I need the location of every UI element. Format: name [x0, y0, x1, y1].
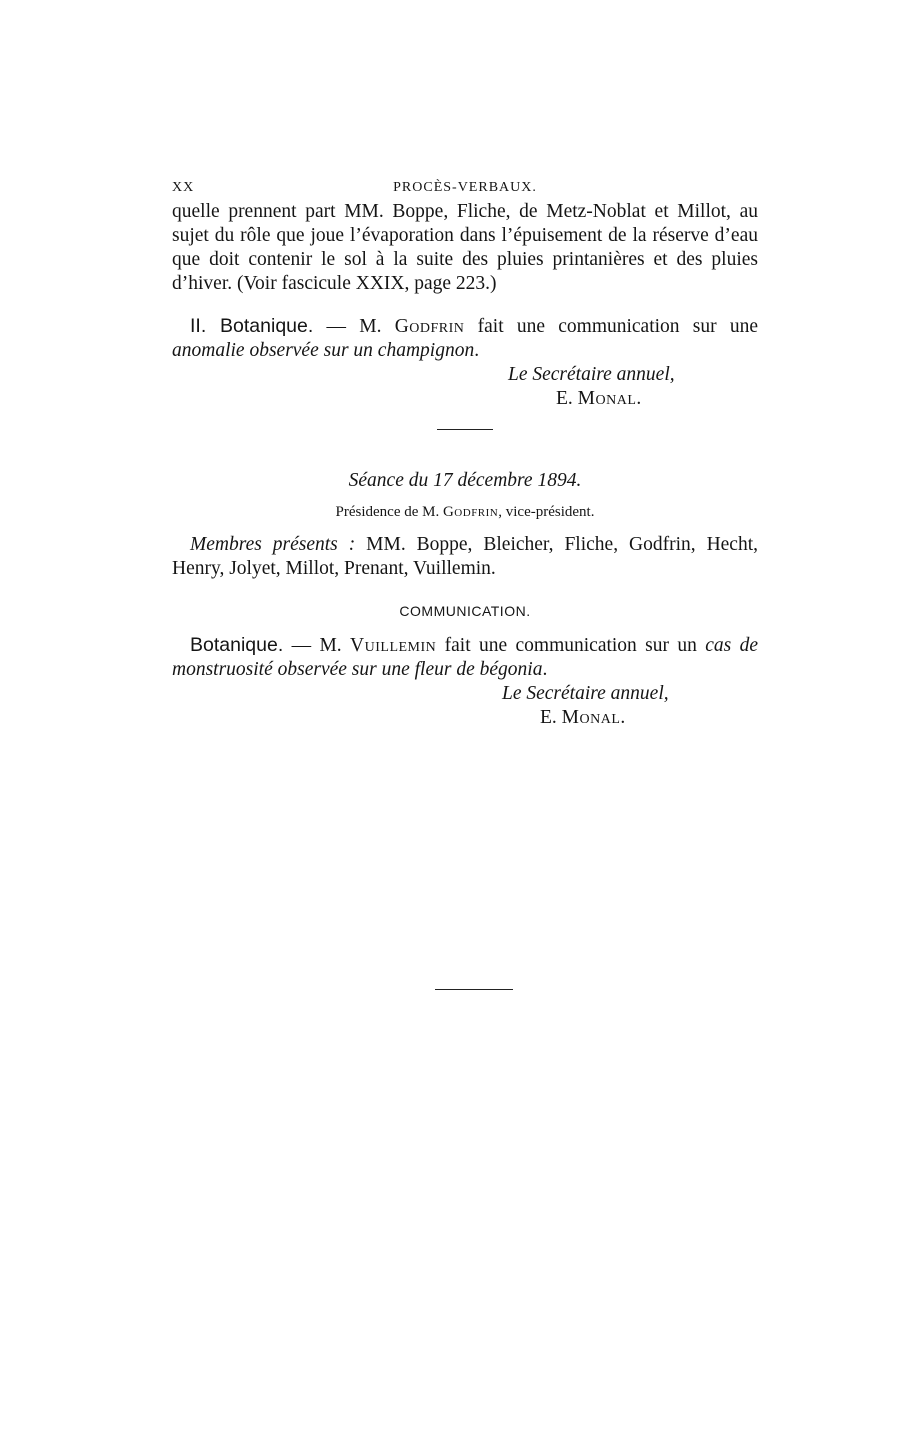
communication-heading: COMMUNICATION. [399, 603, 531, 619]
page-body [172, 176, 758, 730]
communication-title: cas de monstruosité observée sur une fleur de bégonia [172, 635, 758, 680]
signature-name: E. Monal. [540, 707, 626, 728]
members-present [172, 533, 758, 581]
signature-title: Le Secrétaire annuel, [502, 683, 669, 704]
session-title: Séance du 17 décembre 1894. [348, 470, 582, 491]
signature-block-1 [172, 363, 758, 411]
section-label: II. Botanique. [190, 315, 314, 337]
members-label: Membres présents : [190, 534, 356, 555]
page-number: XX [172, 180, 195, 195]
communication-title: anomalie observée sur un champignon [172, 340, 475, 361]
divider-end [435, 989, 513, 990]
paragraph-botanique-vuillemin: Botanique. — M. Vuillemin fait une communication sur un cas de monstruosité observée sur une fleur de bégonia. [172, 634, 758, 680]
section-label: Botanique. [190, 634, 284, 656]
paragraph-continuation: quelle prennent part MM. Boppe, Fliche, de Metz-Noblat et Millot, au sujet du rôle que joue l’évaporation dans l’épuisement de la réserve d’eau que doit contenir le sol à la suite des pluies printanières et des pluies d’hiver. (Voir fascicule XXIX, page 223.) [172, 201, 758, 294]
paragraph-botanique-godfrin: II. Botanique. — M. Godfrin fait une communication sur une anomalie observée sur un champignon. [172, 315, 758, 361]
signature-name: E. Monal. [556, 388, 642, 409]
signature-block-2 [172, 682, 758, 730]
members-list: MM. Boppe, Bleicher, Fliche, Godfrin, Hecht, Henry, Jolyet, Millot, Prenant, Vuillemin. [172, 534, 759, 579]
speaker-name: Godfrin [394, 316, 465, 337]
presidence-line: Présidence de M. Godfrin, vice-président. [335, 504, 595, 520]
running-title: PROCÈS-VERBAUX. [393, 180, 537, 195]
signature-title: Le Secrétaire annuel, [508, 364, 675, 385]
divider-short [437, 429, 493, 430]
running-header [172, 176, 758, 200]
speaker-name: Vuillemin [350, 635, 437, 656]
